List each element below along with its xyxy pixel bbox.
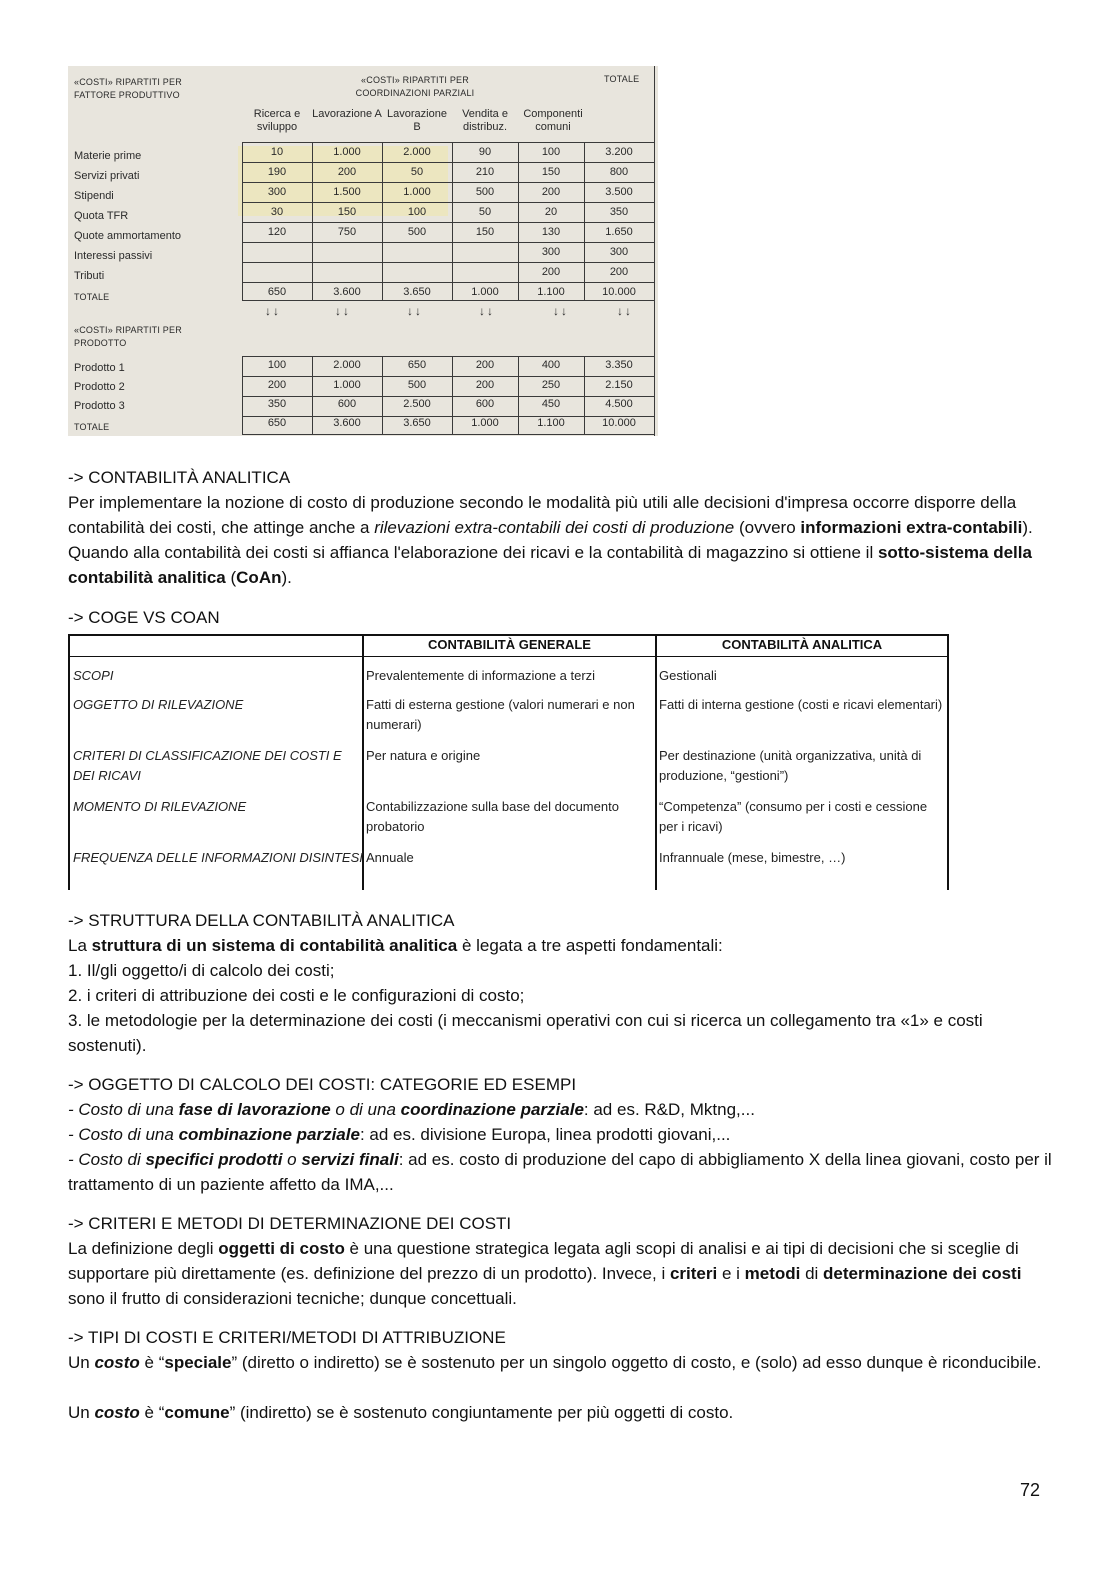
paragraph-costo-comune (68, 1400, 1058, 1425)
cell: 100 (541, 146, 561, 158)
text-bold: struttura di un sistema di contabilità analitica (91, 936, 458, 955)
cell: 50 (478, 206, 492, 218)
text-italic: rilevazioni extra-contabili dei costi di produzione (374, 518, 735, 537)
cell: 150 (475, 226, 495, 238)
cell: 1.000 (471, 417, 499, 429)
cell: 200 (267, 379, 287, 391)
scanned-cost-table-image (68, 66, 658, 436)
cell: 90 (478, 146, 492, 158)
section-title-coge-vs-coan: -> COGE VS COAN (68, 608, 220, 627)
text-bold: metodi (744, 1264, 801, 1283)
text-bold: criteri (669, 1264, 718, 1283)
cell: 450 (541, 398, 561, 410)
text-italic: o (282, 1150, 302, 1169)
row-label: SCOPI (73, 668, 114, 683)
cell: 1.000 (471, 286, 499, 298)
text: di (800, 1264, 824, 1283)
section-b-header: «COSTI» RIPARTITI PER PRODOTTO (74, 325, 182, 348)
cell: 600 (337, 398, 357, 410)
cell-coan: Gestionali (659, 668, 717, 683)
text-bold-italic: costo (94, 1403, 140, 1422)
text: ). (281, 568, 292, 587)
row-label: FREQUENZA DELLE INFORMAZIONI DISINTESI (73, 850, 363, 865)
cell: 130 (541, 226, 561, 238)
col-header-3: Vendita e distribuz. (462, 108, 508, 133)
bullet-1 (68, 1097, 1058, 1122)
text-italic: o di una (330, 1100, 401, 1119)
arrow-down-icon: ↓↓ (479, 304, 495, 318)
text-bold: CoAn (236, 568, 282, 587)
arrow-down-icon: ↓↓ (553, 304, 569, 318)
text-bold: determinazione dei costi (823, 1264, 1022, 1283)
row-label: Prodotto 2 (74, 381, 125, 393)
text: è una questione strategica legata agli scopi di analisi e ai tipi di decisioni che si sceglie di supportare più direttamente (es. definizione del prezzo di un prodotto). Invece, i (68, 1239, 1019, 1283)
row-label: OGGETTO DI RILEVAZIONE (73, 697, 244, 712)
cell: 500 (475, 186, 495, 198)
text-bold: informazioni extra-contabili (800, 518, 1023, 537)
cell: 150 (541, 166, 561, 178)
paragraph-struttura (68, 933, 1058, 958)
cell: 30 (270, 206, 284, 218)
text: è legata a tre aspetti fondamentali: (457, 936, 723, 955)
cell-coge: Per natura e origine (366, 748, 481, 763)
cell: 150 (337, 206, 357, 218)
text: è “ (139, 1353, 165, 1372)
cell: 200 (541, 266, 561, 278)
cell: 600 (475, 398, 495, 410)
cell: 800 (609, 166, 629, 178)
text-bold: comune (164, 1403, 230, 1422)
cell: 200 (337, 166, 357, 178)
cell: 200 (475, 379, 495, 391)
cell: 300 (541, 246, 561, 258)
cell: 3.500 (605, 186, 633, 198)
text-italic: - Costo di una (68, 1125, 179, 1144)
cell: 10.000 (602, 286, 636, 298)
list-item-3: 3. le metodologie per la determinazione dei costi (i meccanismi operativi con cui si ricerca un collegamento tra «1» e costi sostenuti). (68, 1011, 983, 1055)
section-title-oggetto: -> OGGETTO DI CALCOLO DEI COSTI: CATEGORIE ED ESEMPI (68, 1075, 577, 1094)
cell: 3.650 (403, 417, 431, 429)
text-bold-italic: specifici prodotti (145, 1150, 283, 1169)
list-item-2: 2. i criteri di attribuzione dei costi e le configurazioni di costo; (68, 986, 525, 1005)
paragraph-costo-speciale (68, 1350, 1058, 1375)
row-label: Materie prime (74, 150, 142, 162)
text-bold: sotto-sistema della contabilità analitica (68, 543, 1032, 587)
text-bold-italic: combinazione parziale (178, 1125, 360, 1144)
cell: 400 (541, 359, 561, 371)
row-label: Interessi passivi (74, 250, 153, 262)
text: ” (indiretto) se è sostenuto congiuntamente per più oggetti di costo. (229, 1403, 734, 1422)
row-label: CRITERI DI CLASSIFICAZIONE DEI COSTI E DEI RICAVI (73, 748, 342, 783)
cell: 20 (544, 206, 558, 218)
cell: 50 (410, 166, 424, 178)
text-bold: oggetti di costo (218, 1239, 345, 1258)
cell: 190 (267, 166, 287, 178)
cell: 300 (267, 186, 287, 198)
text: Per implementare la nozione di costo di produzione secondo le modalità più utili alle decisioni d'impresa occorre disporre della contabilità dei costi, che attinge anche a (68, 493, 1017, 537)
col-header-4: Componenti comuni (523, 108, 583, 133)
cell: 3.600 (333, 286, 361, 298)
text: ). Quando alla contabilità dei costi si affianca l'elaborazione dei ricavi e la contabilità di magazzino si ottiene il (68, 518, 1033, 562)
bullet-3 (68, 1147, 1058, 1197)
cell: 120 (267, 226, 287, 238)
cell: 750 (337, 226, 357, 238)
row-label: Tributi (74, 270, 105, 282)
cell: 650 (267, 286, 287, 298)
cell: 650 (407, 359, 427, 371)
row-label: Prodotto 3 (74, 400, 125, 412)
row-label: Prodotto 1 (74, 362, 125, 374)
cell-coan: “Competenza” (consumo per i costi e cessione per i ricavi) (659, 799, 928, 834)
cell-coge: Annuale (366, 850, 414, 865)
row-label: Stipendi (74, 190, 114, 202)
arrow-down-icon: ↓↓ (617, 304, 633, 318)
cell: 500 (407, 379, 427, 391)
cell-coge: Contabilizzazione sulla base del documento probatorio (366, 799, 619, 834)
text: sono il frutto di considerazioni tecniche; dunque concettuali. (68, 1289, 517, 1308)
cell: 1.500 (333, 186, 361, 198)
cell: 200 (609, 266, 629, 278)
text-italic: - Costo di (68, 1150, 146, 1169)
cell-coan: Fatti di interna gestione (costi e ricavi elementari) (659, 697, 943, 712)
cell: 10.000 (602, 417, 636, 429)
paragraph-criteri (68, 1236, 1058, 1311)
cell: 300 (609, 246, 629, 258)
text-bold-italic: servizi finali (301, 1150, 399, 1169)
text: La (68, 936, 92, 955)
col-header-coge: CONTABILITÀ GENERALE (428, 637, 591, 652)
section-title-tipi-costi: -> TIPI DI COSTI E CRITERI/METODI DI ATTRIBUZIONE (68, 1328, 506, 1347)
text: La definizione degli (68, 1239, 219, 1258)
cell: 210 (475, 166, 495, 178)
arrow-down-icon: ↓↓ (335, 304, 351, 318)
total-header: TOTALE (604, 74, 640, 84)
text: : ad es. divisione Europa, linea prodotti giovani,... (359, 1125, 731, 1144)
row-label: Quote ammortamento (74, 230, 181, 242)
cell: 1.650 (605, 226, 633, 238)
row-label: TOTALE (74, 422, 110, 432)
section-title-struttura: -> STRUTTURA DELLA CONTABILITÀ ANALITICA (68, 911, 455, 930)
cell: 200 (541, 186, 561, 198)
cell: 1.100 (537, 286, 565, 298)
text: e i (717, 1264, 745, 1283)
col-header-1: Lavorazione A (312, 108, 382, 120)
cell: 3.600 (333, 417, 361, 429)
paragraph-contabilita-analitica (68, 490, 1058, 590)
cell: 2.500 (403, 398, 431, 410)
text-bold-italic: costo (94, 1353, 140, 1372)
bullet-2 (68, 1122, 1058, 1147)
arrow-down-icon: ↓↓ (407, 304, 423, 318)
row-label: Quota TFR (74, 210, 129, 222)
section-title-criteri: -> CRITERI E METODI DI DETERMINAZIONE DEI COSTI (68, 1214, 512, 1233)
row-label: MOMENTO DI RILEVAZIONE (73, 799, 247, 814)
left-header: «COSTI» RIPARTITI PER FATTORE PRODUTTIVO (74, 77, 182, 100)
cell: 4.500 (605, 398, 633, 410)
cell: 500 (407, 226, 427, 238)
text-bold-italic: fase di lavorazione (178, 1100, 331, 1119)
text: (ovvero (734, 518, 801, 537)
text: Un (68, 1353, 95, 1372)
coge-coan-table (68, 634, 949, 890)
cell: 250 (541, 379, 561, 391)
text: : ad es. R&D, Mktng,... (583, 1100, 755, 1119)
text: Un (68, 1403, 95, 1422)
row-label: TOTALE (74, 292, 110, 302)
cell: 3.650 (403, 286, 431, 298)
cell: 2.000 (403, 146, 431, 158)
section-title-contabilita-analitica: -> CONTABILITÀ ANALITICA (68, 468, 291, 487)
text: ( (225, 568, 237, 587)
arrow-down-icon: ↓↓ (265, 304, 281, 318)
cell: 650 (267, 417, 287, 429)
cell: 1.000 (403, 186, 431, 198)
cell: 2.150 (605, 379, 633, 391)
cell: 200 (475, 359, 495, 371)
text: ” (diretto o indiretto) se è sostenuto per un singolo oggetto di costo, e (solo) ad esso dunque è riconducibile. (231, 1353, 1042, 1372)
col-header-0: Ricerca e sviluppo (253, 108, 301, 133)
cell: 2.000 (333, 359, 361, 371)
cell-coan: Per destinazione (unità organizzativa, unità di produzione, “gestioni”) (659, 748, 922, 783)
cell: 3.350 (605, 359, 633, 371)
text-italic: - Costo di una (68, 1100, 179, 1119)
cell: 350 (267, 398, 287, 410)
text-bold-italic: coordinazione parziale (400, 1100, 584, 1119)
col-header-2: Lavorazione B (387, 108, 447, 133)
cell-coge: Fatti di esterna gestione (valori numerari e non numerari) (366, 697, 635, 732)
col-header-coan: CONTABILITÀ ANALITICA (721, 637, 883, 652)
cell: 100 (267, 359, 287, 371)
cell: 350 (609, 206, 629, 218)
cell: 3.200 (605, 146, 633, 158)
cell: 10 (270, 146, 284, 158)
list-item-1: 1. Il/gli oggetto/i di calcolo dei costi; (68, 961, 335, 980)
cell: 100 (407, 206, 427, 218)
cell: 1.000 (333, 146, 361, 158)
cell: 1.000 (333, 379, 361, 391)
mid-header: «COSTI» RIPARTITI PER COORDINAZIONI PARZIALI (355, 75, 475, 98)
text: è “ (139, 1403, 165, 1422)
page-number: 72 (1019, 1480, 1040, 1500)
text-bold: speciale (164, 1353, 232, 1372)
cell-coge: Prevalentemente di informazione a terzi (366, 668, 596, 683)
row-label: Servizi privati (74, 170, 140, 182)
text: : ad es. costo di produzione del capo di abbigliamento X della linea giovani, costo per il trattamento di un paziente affetto da IMA,... (68, 1150, 1052, 1194)
cell: 1.100 (537, 417, 565, 429)
cell-coan: Infrannuale (mese, bimestre, …) (659, 850, 846, 865)
